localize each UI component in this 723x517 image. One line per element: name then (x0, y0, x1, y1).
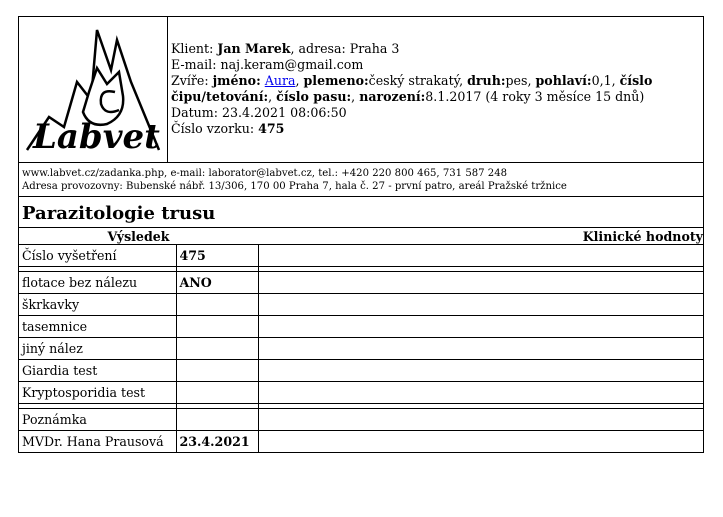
signed-date: 23.4.2021 (176, 431, 258, 453)
table-row: Giardia test (19, 360, 703, 382)
lab-contact (19, 163, 703, 197)
table-row: Kryptosporidia test (19, 382, 703, 404)
contact-line-1: www.labvet.cz/zadanka.php, e-mail: laborator@labvet.cz, tel.: +420 220 800 465, 731 587 248 (22, 168, 508, 179)
logo-text: Labvet (33, 117, 160, 157)
logo-cell (19, 17, 168, 162)
client-address: Praha 3 (349, 41, 400, 56)
table-row: Číslo vyšetření 475 (19, 245, 703, 267)
doctor-name: MVDr. Hana Prausová (19, 431, 176, 453)
animal-line: Zvíře: jméno: Aura, plemeno:český strakatý, druh:pes, pohlaví:0,1, číslo čipu/tetování:, číslo pasu:, narození:8.1.2017 (4 roky 3 měsíce 15 dnů) (171, 73, 653, 104)
report-frame (18, 16, 704, 453)
table-row: jiný nález (19, 338, 703, 360)
note-row: Poznámka (19, 409, 703, 431)
table-row: škrkavky (19, 294, 703, 316)
sample-line: Číslo vzorku: 475 (171, 121, 285, 136)
table-header-row (19, 228, 703, 245)
report-title: Parazitologie trusu (19, 197, 703, 228)
table-row: tasemnice (19, 316, 703, 338)
table-row: flotace bez nálezu ANO (19, 272, 703, 294)
client-info (168, 17, 703, 162)
client-email: naj.keram@gmail.com (220, 57, 364, 72)
results-table (19, 228, 703, 452)
client-name: Jan Marek (217, 41, 291, 56)
email-line: E-mail: naj.keram@gmail.com (171, 57, 364, 72)
col-result-header: Výsledek (107, 229, 170, 244)
labvet-logo-icon (19, 22, 167, 157)
sample-number: 475 (258, 121, 285, 136)
signature-row (19, 431, 703, 453)
contact-line-2: Adresa provozovny: Bubenské nábř. 13/306, 170 00 Praha 7, hala č. 27 - první patro, areál Pražské tržnice (22, 181, 567, 192)
report-header (19, 17, 703, 163)
animal-name-link[interactable]: Aura (264, 73, 296, 88)
date-line: Datum: 23.4.2021 08:06:50 (171, 105, 347, 120)
col-clinical-header: Klinické hodnoty (582, 229, 703, 244)
client-line: Klient: Jan Marek, adresa: Praha 3 (171, 41, 400, 56)
report-date: 23.4.2021 08:06:50 (221, 105, 347, 120)
